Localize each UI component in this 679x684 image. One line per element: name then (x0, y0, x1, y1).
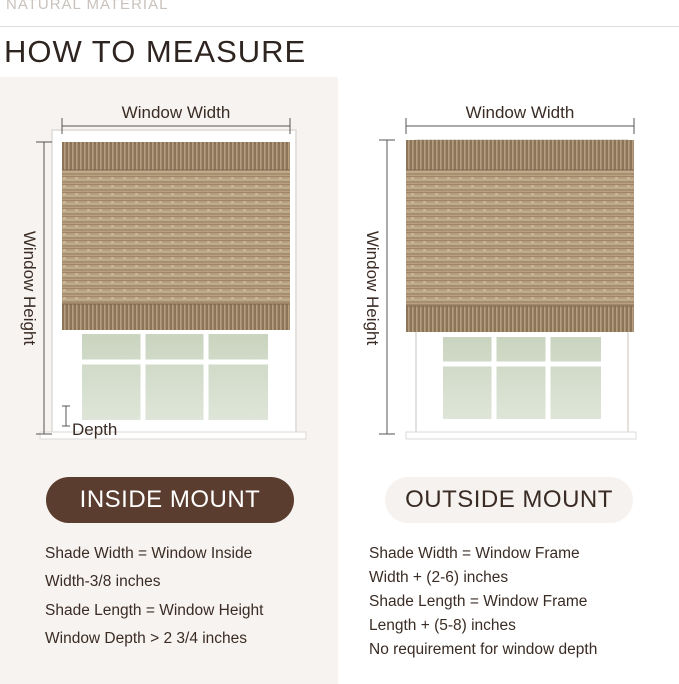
outside-spec-line: No requirement for window depth (369, 641, 598, 658)
outside-mount-badge: OUTSIDE MOUNT (385, 477, 633, 523)
inside-spec-line: Width-3/8 inches (45, 573, 161, 590)
inside-mount-diagram (0, 95, 338, 455)
outside-spec-line: Shade Length = Window Frame (369, 593, 588, 610)
inside-spec-line: Shade Length = Window Height (45, 602, 264, 619)
outside-spec-line: Width + (2-6) inches (369, 569, 509, 586)
outside-spec-line: Shade Width = Window Frame (369, 545, 580, 562)
section-subtitle: NATURAL MATERIAL (6, 0, 169, 13)
inside-width-label: Window Width (121, 103, 231, 122)
outside-spec-line: Length + (5-8) inches (369, 617, 516, 634)
outside-height-label: Window Height (363, 230, 382, 346)
outside-mount-diagram (340, 95, 679, 455)
page-title: HOW TO MEASURE (4, 34, 307, 69)
outside-width-label: Window Width (465, 103, 575, 122)
divider (0, 26, 679, 27)
inside-depth-label: Depth (72, 420, 118, 439)
inside-spec-line: Window Depth > 2 3/4 inches (45, 630, 248, 647)
inside-mount-badge: INSIDE MOUNT (46, 477, 294, 523)
inside-height-label: Window Height (20, 230, 39, 346)
inside-spec-line: Shade Width = Window Inside (45, 545, 253, 562)
